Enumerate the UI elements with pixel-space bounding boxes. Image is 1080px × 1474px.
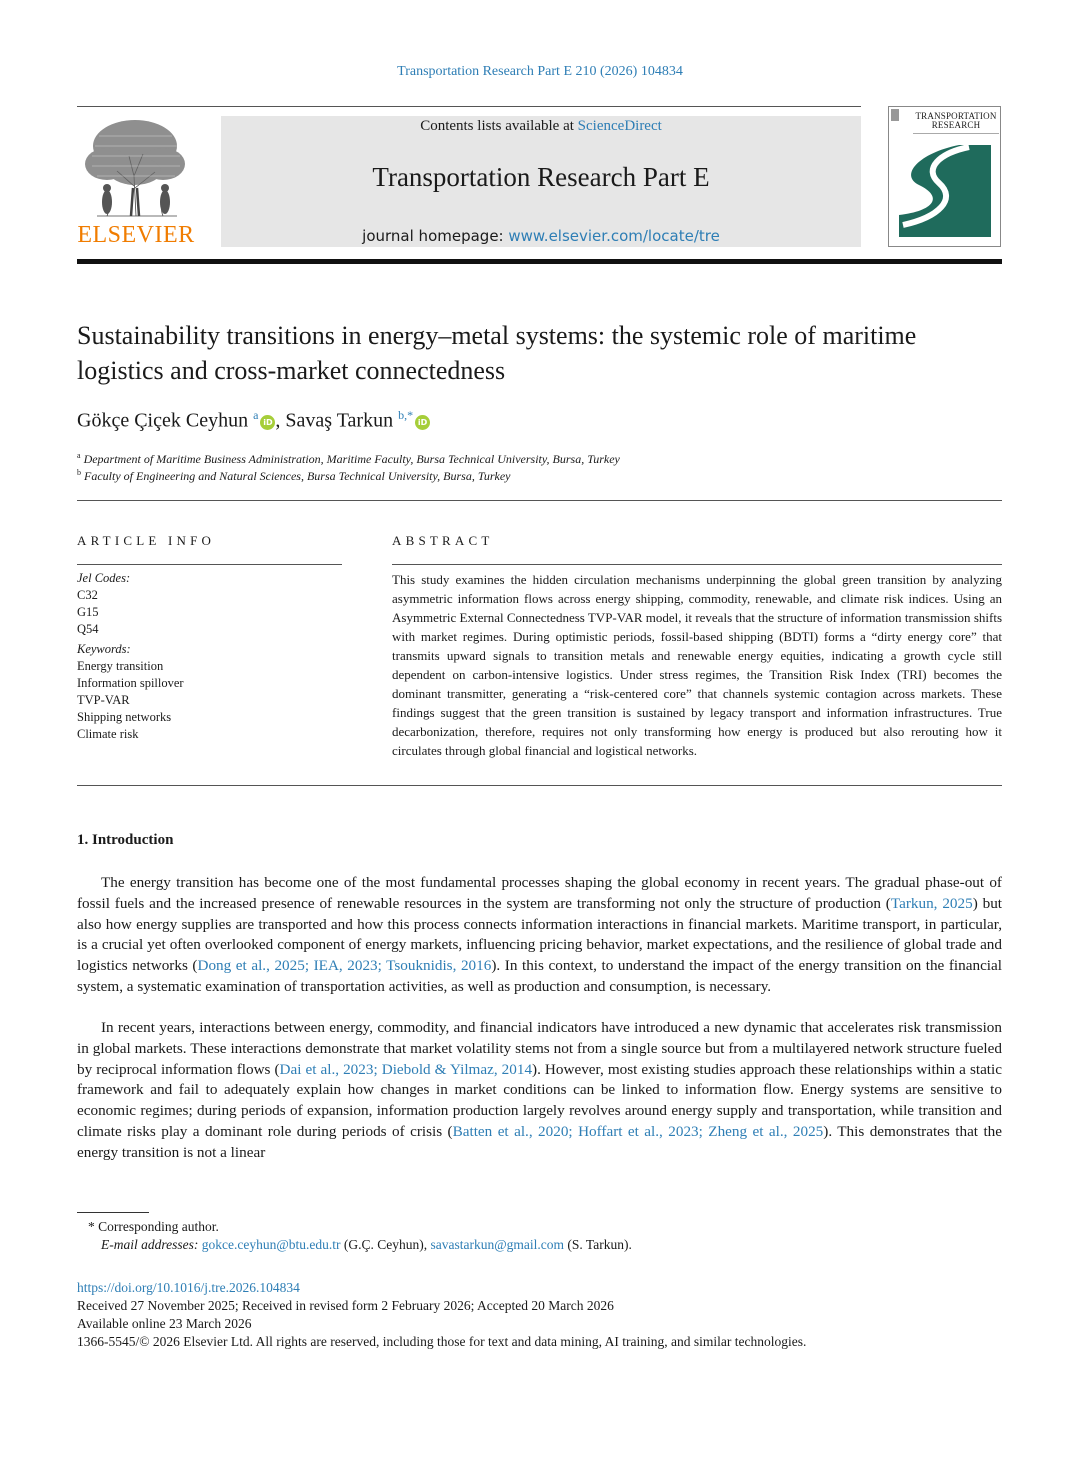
homepage-prefix: journal homepage:	[362, 227, 509, 245]
email-link[interactable]: savastarkun@gmail.com	[430, 1237, 565, 1252]
contents-line	[221, 118, 861, 135]
email-owner: (G.Ç. Ceyhun),	[340, 1237, 431, 1252]
reference-link[interactable]: Batten et al., 2020; Hoffart et al., 2023; Zheng et al., 2025	[452, 1122, 824, 1140]
contents-prefix: Contents lists available at	[420, 118, 578, 134]
copyright-notice: 1366-5545/© 2026 Elsevier Ltd. All rights are reserved, including those for text and data mining, AI training, and similar technologies.	[77, 1334, 807, 1349]
keyword: Climate risk	[77, 727, 139, 741]
orcid-icon[interactable]: iD	[260, 415, 275, 430]
sciencedirect-link[interactable]: ScienceDirect	[577, 118, 662, 134]
author-name[interactable]: Savaş Tarkun	[285, 409, 394, 432]
footnote-rule	[77, 1212, 149, 1213]
jel-codes-label: Jel Codes:	[77, 571, 131, 585]
keyword: Energy transition	[77, 659, 164, 673]
paragraph-text: In recent years, interactions between energy, commodity, and financial indicators have introduced a new dynamic that accelerates risk transmission in global markets. These interactions demonstrate that market volatility stems not from a single source but from a multilayered network structure fueled by reciprocal information flows (	[77, 1019, 1002, 1078]
journal-homepage-link[interactable]: www.elsevier.com/locate/tre	[508, 227, 720, 245]
affiliation-text: Department of Maritime Business Administration, Maritime Faculty, Bursa Technical University, Bursa, Turkey	[83, 452, 620, 466]
affiliation-mark: b	[77, 468, 81, 477]
journal-citation[interactable]	[0, 64, 1080, 80]
cover-road-icon	[899, 145, 991, 237]
jel-code: C32	[77, 588, 98, 602]
section-rule	[77, 500, 1002, 501]
reference-link[interactable]: Dong et al., 2025; IEA, 2023; Tsouknidis, 2016	[197, 957, 492, 975]
affiliation-text: Faculty of Engineering and Natural Sciences, Bursa Technical University, Bursa, Turkey	[84, 469, 511, 483]
homepage-line	[221, 227, 861, 245]
article-info-list	[77, 570, 184, 743]
paragraph-text: ). In this context, to understand the impact of the energy transition on the financial system, a systematic examination of transportation activities, as well as production and consumption, is necessary.	[77, 957, 1002, 995]
intro-paragraph	[77, 1018, 1002, 1164]
intro-paragraph	[77, 873, 1002, 998]
jel-code: Q54	[77, 622, 99, 636]
journal-cover-thumbnail[interactable]	[888, 106, 1001, 247]
jel-code: G15	[77, 605, 99, 619]
online-date: Available online 23 March 2026	[77, 1316, 252, 1331]
author-name[interactable]: Gökçe Çiçek Ceyhun	[77, 409, 249, 432]
reference-link[interactable]: Dai et al., 2023; Diebold & Yilmaz, 2014	[279, 1060, 533, 1078]
article-info-rule	[77, 564, 342, 565]
abstract-heading: ABSTRACT	[392, 533, 494, 548]
email-label: E-mail addresses:	[101, 1237, 202, 1252]
elsevier-wordmark: ELSEVIER	[77, 222, 195, 248]
orcid-icon[interactable]: iD	[415, 415, 430, 430]
email-addresses	[101, 1237, 632, 1253]
keyword: TVP-VAR	[77, 693, 130, 707]
header-thick-rule	[77, 259, 1002, 264]
email-link[interactable]: gokce.ceyhun@btu.edu.tr	[201, 1237, 341, 1252]
paragraph-text: ). This demonstrates that the energy transition is not a linear	[77, 1122, 1003, 1161]
header-rule	[77, 106, 861, 107]
doi-link[interactable]: https://doi.org/10.1016/j.tre.2026.104834	[77, 1280, 300, 1295]
corresponding-author-note: * Corresponding author.	[88, 1219, 219, 1234]
publication-info	[77, 1279, 806, 1351]
article-info-heading: ARTICLE INFO	[77, 533, 216, 548]
introduction-heading: 1. Introduction	[77, 832, 174, 848]
paragraph-text: ) but also how energy supplies are transported and how this process connects information interactions in financial markets. Maritime transport, in particular, is a crucial yet often overlooked component of energy markets, influencing pricing behavior, market expectations, and the resilience of global trade and logistics networks (	[77, 894, 1003, 975]
cover-title: TRANSPORTATION RESEARCH	[915, 111, 997, 130]
paragraph-text: The energy transition has become one of the most fundamental processes shaping the global economy in recent years. The gradual phase-out of fossil fuels and the increased presence of renewable resources in the system are transforming not only the structure of production (	[77, 874, 1002, 912]
paper-title: Sustainability transitions in energy–metal systems: the systemic role of maritime logistics and cross-market connectedness	[77, 321, 917, 385]
affiliation-mark: a	[77, 451, 81, 460]
email-owner: (S. Tarkun).	[564, 1237, 632, 1252]
author-affiliation-mark[interactable]: b,*	[398, 408, 414, 422]
author-affiliation-mark[interactable]: a	[253, 408, 259, 422]
cover-corner-mark	[891, 109, 899, 121]
cover-subtitle-line	[913, 133, 999, 140]
journal-name: Transportation Research Part E	[372, 162, 710, 192]
paragraph-text: ). However, most existing studies approach these relationships within a static framework and fail to adequately explain how changes in market conditions can be linked to information flow. Energy systems are sensitive to economic regimes; during periods of expansion, information production largely revolves around energy supply and transportation, while transition and climate risks play a dominant role during periods of crisis (	[77, 1060, 1002, 1140]
keyword: Shipping networks	[77, 710, 172, 724]
keywords-label: Keywords:	[77, 642, 131, 656]
affiliation	[77, 451, 620, 467]
reference-link[interactable]: Tarkun, 2025	[890, 894, 973, 912]
abstract-bottom-rule	[77, 785, 1002, 786]
received-dates: Received 27 November 2025; Received in revised form 2 February 2026; Accepted 20 March 2026	[77, 1298, 614, 1313]
keyword: Information spillover	[77, 676, 184, 690]
abstract-rule	[392, 564, 1002, 565]
abstract-text: This study examines the hidden circulation mechanisms underpinning the global green transition by analyzing asymmetric information flows across energy shipping, commodity, renewable, and climate risk indices. Using an Asymmetric External Connectedness TVP-VAR model, it reveals that the structure of information transmission shifts with market regimes. During optimistic periods, fossil-based shipping (BDTI) forms a “dirty energy core” that transmits upward signals to transition metals and renewable energy equities, indicating a growth cycle still dependent on carbon-intensive logistics. Under stress regimes, the Transition Risk Index (TRI) becomes the dominant transmitter, generating a “risk-centered core” that channels systemic contagion across markets. These findings suggest that the green transition is sustained by legacy transport and information infrastructures. True decarbonization, therefore, requires not only transforming how energy is produced but also rerouting how it circulates through global financial and logistical networks.	[392, 572, 1002, 758]
affiliation	[77, 468, 511, 484]
author-list: Gökçe Çiçek Ceyhun $^a$iD , Savaş Tarkun $^{b,*}$iD	[77, 408, 430, 433]
journal-citation-link[interactable]: Transportation Research Part E 210 (2026) 104834	[397, 64, 683, 79]
